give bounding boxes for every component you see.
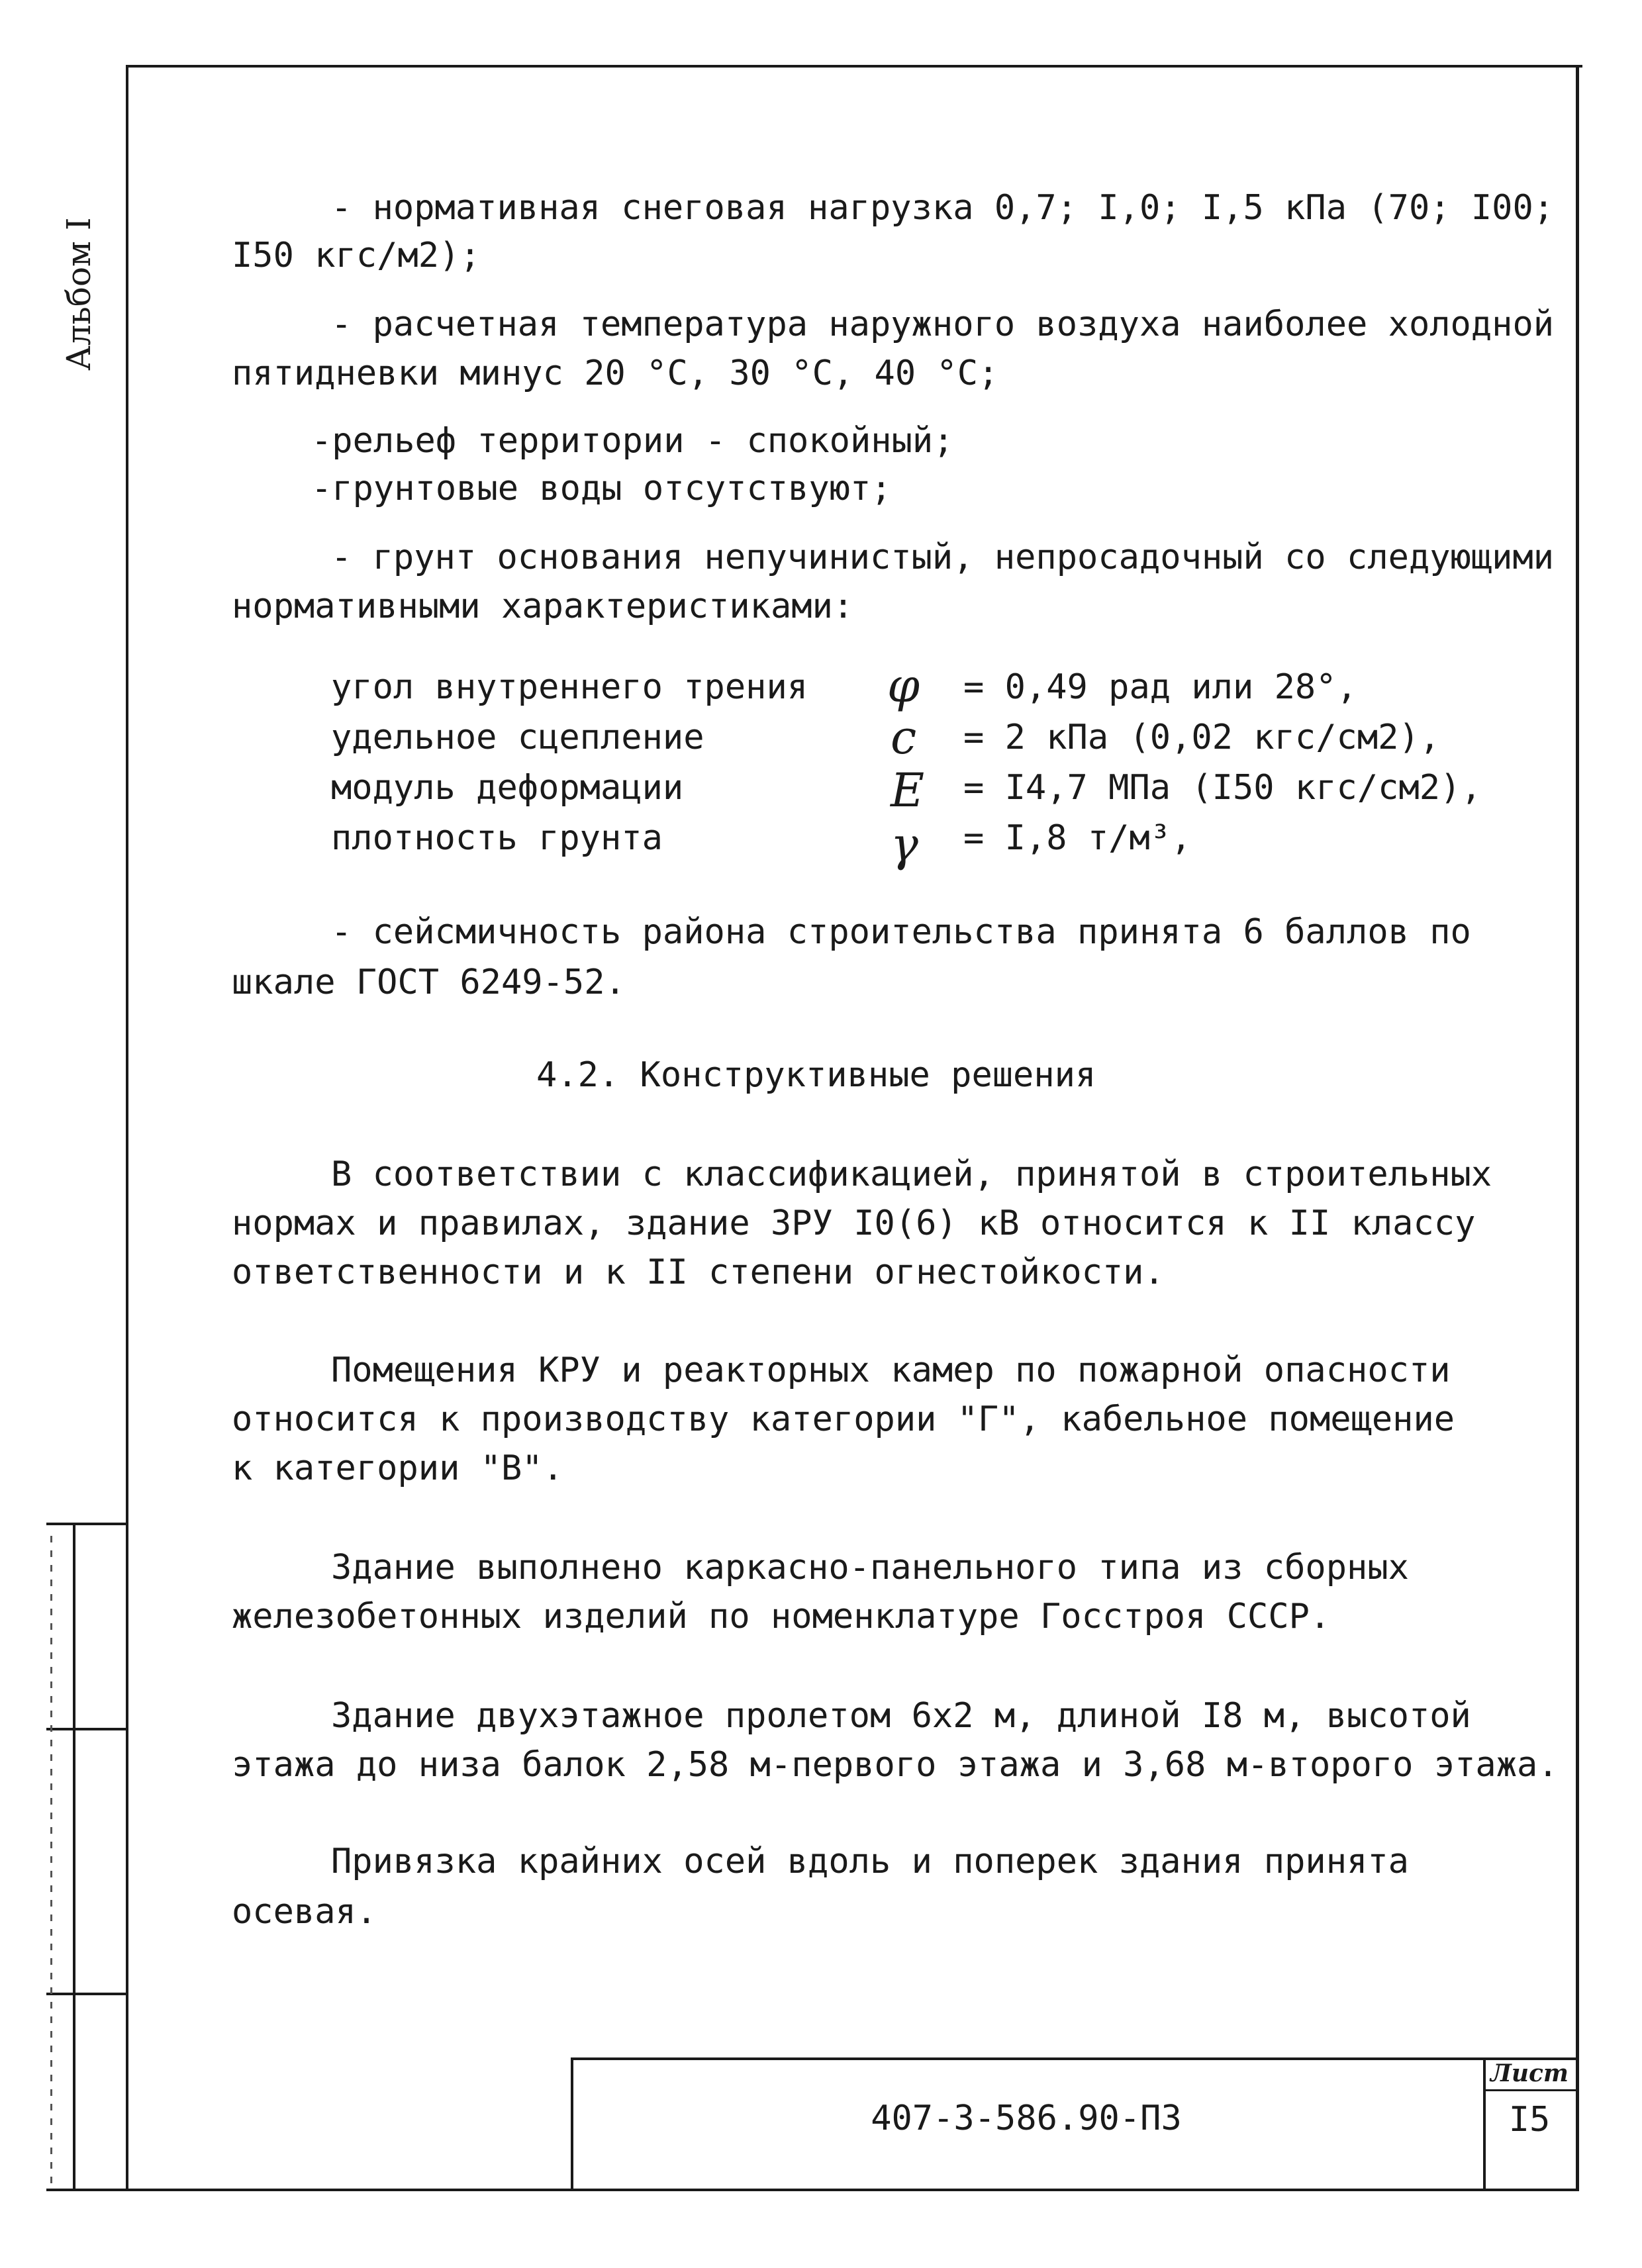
stamp-top-border: [571, 2057, 1579, 2060]
soil-row-label: модуль деформации: [331, 768, 684, 808]
soil-row-value: = I,8 т/м³,: [963, 818, 1192, 858]
margin-strip-divider-2: [46, 1728, 128, 1730]
e-symbol: E: [891, 763, 925, 818]
soil-row-value: = 0,49 рад или 28°,: [963, 667, 1357, 707]
document-code: 407-3-586.90-ПЗ: [871, 2099, 1182, 2138]
snow-load-line-1: - нормативная снеговая нагрузка 0,7; I,0; I,5 кПа (70; I00;: [331, 188, 1555, 228]
frame-top: [126, 65, 1582, 68]
margin-strip-line: [73, 1523, 75, 2191]
axes-line-2: осевая.: [232, 1892, 377, 1932]
fire-hazard-line-3: к категории "В".: [232, 1448, 563, 1488]
dimensions-line-2: этажа до низа балок 2,58 м-первого этажа и 3,68 м-второго этажа.: [232, 1745, 1559, 1785]
soil-row-label: угол внутреннего трения: [331, 667, 808, 707]
album-label: Альбом I: [60, 217, 98, 371]
section-title: 4.2. Конструктивные решения: [536, 1055, 1096, 1095]
soil-row-value: = I4,7 МПа (I50 кгс/см2),: [963, 768, 1482, 808]
frame-type-line-1: Здание выполнено каркасно-панельного типа из сборных: [331, 1548, 1409, 1587]
classification-line-1: В соответствии с классификацией, принятой в строительных: [331, 1155, 1492, 1194]
gamma-symbol: γ: [891, 818, 918, 872]
soil-row-value: = 2 кПа (0,02 кгс/см2),: [963, 718, 1441, 757]
phi-symbol: φ: [887, 659, 920, 713]
soil-base-line-1: - грунт основания непучинистый, непросадочный со следующими: [331, 538, 1555, 577]
seismicity-line-2: шкале ГОСТ 6249-52.: [232, 963, 626, 1002]
fire-hazard-line-2: относится к производству категории "Г", кабельное помещение: [232, 1399, 1455, 1439]
soil-base-line-2: нормативными характеристиками:: [232, 587, 854, 626]
fire-hazard-line-1: Помещения КРУ и реакторных камер по пожарной опасности: [331, 1350, 1451, 1390]
classification-line-2: нормах и правилах, здание ЗРУ I0(6) кВ относится к II классу: [232, 1204, 1476, 1243]
temperature-line-2: пятидневки минус 20 °С, 30 °С, 40 °С;: [232, 354, 999, 393]
margin-strip-divider-1: [46, 1523, 128, 1525]
margin-strip-dashed-line: [50, 1536, 52, 2185]
soil-row-label: удельное сцепление: [331, 718, 704, 757]
classification-line-3: ответственности и к II степени огнестойкости.: [232, 1252, 1165, 1292]
seismicity-line-1: - сейсмичность района строительства принята 6 баллов по: [331, 912, 1471, 952]
axes-line-1: Привязка крайних осей вдоль и поперек здания принята: [331, 1842, 1409, 1881]
c-symbol: c: [891, 710, 917, 765]
margin-strip-divider-3: [46, 1993, 128, 1995]
temperature-line-1: - расчетная температура наружного воздуха наиболее холодной: [331, 305, 1555, 344]
frame-bottom: [46, 2189, 1579, 2191]
groundwater-line: -грунтовые воды отсутствуют;: [311, 469, 892, 508]
frame-right: [1576, 65, 1579, 2191]
snow-load-line-2: I50 кгс/м2);: [232, 236, 481, 275]
sheet-label: Лист: [1490, 2059, 1569, 2087]
soil-row-label: плотность грунта: [331, 818, 663, 858]
sheet-number: I5: [1508, 2100, 1551, 2140]
relief-line: -рельеф территории - спокойный;: [311, 421, 954, 461]
frame-left: [126, 65, 128, 2191]
stamp-sheet-divider: [1483, 2057, 1486, 2190]
dimensions-line-1: Здание двухэтажное пролетом 6x2 м, длиной I8 м, высотой: [331, 1696, 1471, 1736]
frame-type-line-2: железобетонных изделий по номенклатуре Госстроя СССР.: [232, 1597, 1331, 1636]
stamp-sheet-label-divider: [1483, 2089, 1579, 2091]
